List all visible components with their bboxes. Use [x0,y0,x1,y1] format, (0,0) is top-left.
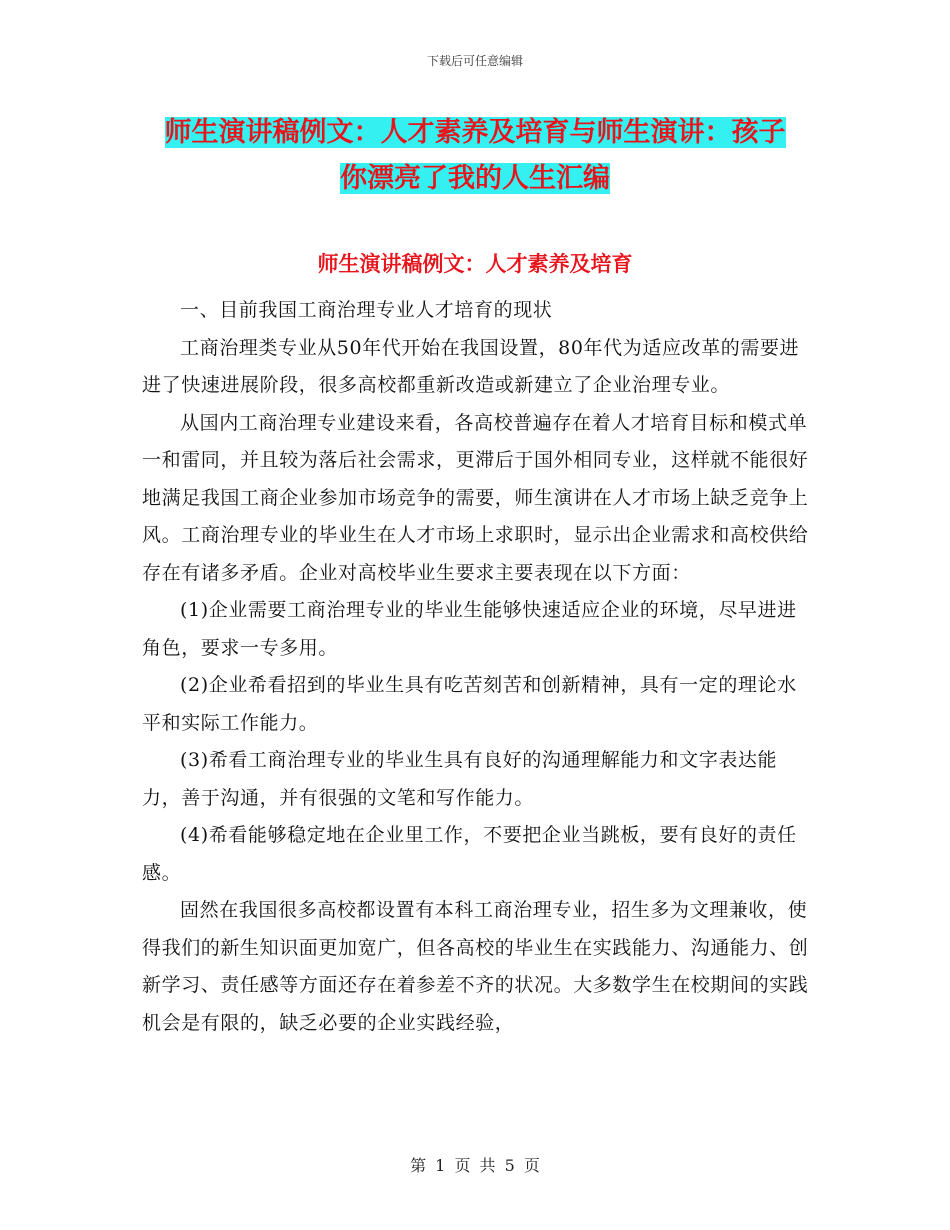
document-title [140,110,810,202]
list-item: (4)希看能够稳定地在企业里工作，不要把企业当跳板，要有良好的责任感。 [142,824,797,884]
header-note: 下载后可任意编辑 [426,54,523,68]
document-title-line-1: 师生演讲稿例文：人才素养及培育与师生演讲：孩子 [164,117,786,148]
list-item: (3)希看工商治理专业的毕业生具有良好的沟通理解能力和文字表达能力，善于沟通，并有很强的文笔和写作能力。 [142,749,778,809]
paragraph-heading: 一、目前我国工商治理专业人才培育的现状 [180,299,553,321]
section-title: 师生演讲稿例文：人才素养及培育 [317,252,633,276]
paragraph: 固然在我国很多高校都设置有本科工商治理专业，招生多为文理兼收，使得我们的新生知识面更加宽广，但各高校的毕业生在实践能力、沟通能力、创新学习、责任感等方面还存在着参差不齐的状况。大多数学生在校期间的实践机会是有限的，缺乏必要的企业实践经验， [142,899,809,1034]
paragraph: 从国内工商治理专业建设来看，各高校普遍存在着人才培育目标和模式单一和雷同，并且较为落后社会需求，更滞后于国外相同专业，这样就不能很好地满足我国工商企业参加市场竞争的需要，师生演讲在人才市场上缺乏竞争上风。工商治理专业的毕业生在人才市场上求职时，显示出企业需求和高校供给存在有诸多矛盾。企业对高校毕业生要求主要表现在以下方面： [142,411,809,584]
paragraph: 工商治理类专业从50年代开始在我国设置，80年代为适应改革的需要进进了快速进展阶段，很多高校都重新改造或新建立了企业治理专业。 [142,336,800,396]
page-number: 第 1 页 共 5 页 [410,1156,540,1175]
list-item: (1)企业需要工商治理专业的毕业生能够快速适应企业的环境，尽早进进角色，要求一专多用。 [142,599,797,659]
body-text [142,292,810,1042]
list-item: (2)企业希看招到的毕业生具有吃苦刻苦和创新精神，具有一定的理论水平和实际工作能力。 [142,674,797,734]
document-title-line-2: 你漂亮了我的人生汇编 [340,163,610,194]
